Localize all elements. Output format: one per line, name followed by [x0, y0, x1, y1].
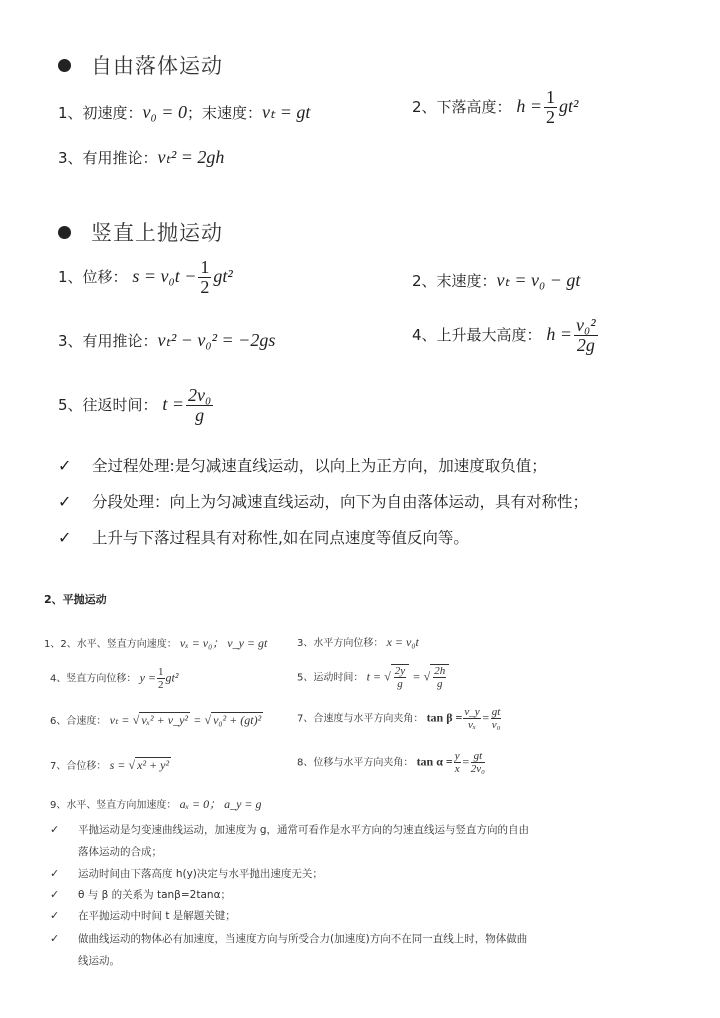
- check-icon: ✓: [50, 932, 60, 945]
- note-text: 上升与下落过程具有对称性,如在同点速度等值反向等。: [92, 529, 469, 547]
- section-heading-projectile: 2、平抛运动: [44, 593, 107, 606]
- numerator: 2y: [394, 665, 406, 677]
- vertical-item-4: [412, 316, 600, 355]
- note-text: 全过程处理:是匀减速直线运动，以向上为正方向，加速度取负值；: [92, 457, 547, 475]
- item-label: 1、初速度：: [58, 104, 143, 122]
- projectile-item-7b: [50, 757, 171, 773]
- fraction: [186, 386, 213, 425]
- item-label: 7、合速度与水平方向夹角：: [297, 713, 424, 725]
- formula: s =: [109, 758, 126, 772]
- projectile-note-3: [50, 887, 231, 902]
- item-label: 4、上升最大高度：: [412, 325, 542, 344]
- item-label: 1、位移：: [58, 267, 128, 286]
- item-label: 2、下落高度：: [412, 97, 512, 116]
- projectile-note-2: [50, 866, 323, 881]
- denominator: g: [397, 678, 403, 691]
- check-icon: ✓: [50, 823, 60, 836]
- numerator: v_y: [464, 706, 480, 718]
- projectile-note-5: [50, 931, 527, 946]
- vertical-item-3: [58, 330, 275, 351]
- projectile-item-7: [297, 706, 502, 731]
- free-fall-item-1: [58, 102, 310, 123]
- vertical-note-1: [58, 454, 547, 476]
- numerator: v₀²: [575, 315, 596, 335]
- item-label: 3、有用推论：: [58, 149, 158, 167]
- fraction: [157, 666, 165, 691]
- fraction: [471, 750, 485, 775]
- projectile-item-5: [297, 664, 449, 690]
- item-label: 3、水平方向位移：: [297, 638, 384, 649]
- heading-text: 竖直上抛运动: [91, 221, 223, 245]
- vertical-item-5: [58, 386, 215, 425]
- bullet-icon: [58, 226, 71, 239]
- item-label: ；末速度：: [186, 104, 262, 122]
- fraction: [198, 258, 211, 297]
- vertical-item-2: [412, 270, 580, 291]
- vertical-item-1: [58, 258, 233, 297]
- projectile-note-5-cont: 线运动。: [78, 955, 120, 967]
- formula: =: [193, 713, 202, 727]
- projectile-item-6: [50, 712, 263, 728]
- note-text: 分段处理：向上为匀减速直线运动，向下为自由落体运动，具有对称性；: [92, 493, 589, 511]
- sqrt-icon: √: [132, 713, 140, 727]
- note-text: 运动时间由下落高度 h(y)决定与水平抛出速度无关；: [78, 868, 323, 880]
- vertical-note-2: [58, 490, 588, 512]
- numerator: 1: [200, 257, 210, 277]
- numerator: 2v₀: [187, 385, 212, 405]
- denominator: 2g: [576, 334, 595, 355]
- item-label: 6、合速度：: [50, 716, 107, 727]
- formula: x² + y²: [137, 758, 170, 772]
- numerator: 2h: [434, 665, 446, 677]
- formula: vₜ =: [109, 713, 130, 727]
- formula: gt²: [165, 670, 179, 685]
- formula: =: [412, 669, 421, 684]
- formula: tan α =: [416, 754, 453, 769]
- formula: v₀² + (gt)²: [213, 713, 262, 727]
- numerator: 1: [545, 87, 555, 107]
- note-text: 做曲线运动的物体必有加速度，当速度方向与所受合力(加速度)方向不在同一直线上时，物体做曲: [78, 933, 528, 945]
- free-fall-item-2: [412, 88, 578, 127]
- check-icon: ✓: [50, 909, 60, 922]
- fraction: [433, 665, 446, 690]
- heading-text: 自由落体运动: [91, 54, 223, 78]
- bullet-icon: [58, 59, 71, 72]
- note-text: 在平抛运动中时间 t 是解题关键；: [78, 910, 236, 922]
- projectile-note-1: [50, 822, 529, 837]
- formula: vₜ² = 2gh: [157, 147, 225, 167]
- check-icon: ✓: [58, 528, 72, 547]
- projectile-item-8: [297, 750, 486, 775]
- note-text: 平抛运动是匀变速曲线运动，加速度为 g，通常可看作是水平方向的匀速直线运与竖直方向的自由: [78, 824, 530, 836]
- formula: v₀ = 0: [142, 102, 187, 122]
- fraction: [394, 665, 406, 690]
- item-label: 7、合位移：: [50, 761, 107, 772]
- section-heading-vertical-throw: [58, 217, 223, 247]
- denominator: vₓ: [468, 719, 477, 732]
- formula: vₓ = v₀； v_y = gt: [179, 636, 268, 650]
- sqrt-icon: √: [204, 713, 212, 727]
- projectile-note-1-cont: 落体运动的合成；: [78, 846, 162, 858]
- denominator: g: [437, 678, 443, 691]
- formula: h =: [516, 95, 542, 116]
- item-label: 5、运动时间：: [297, 672, 364, 684]
- formula: t =: [366, 669, 381, 684]
- denominator: v₀: [491, 719, 501, 732]
- sqrt-icon: √: [423, 669, 431, 684]
- formula: vₓ² + v_y²: [141, 713, 188, 727]
- item-label: 9、水平、竖直方向加速度：: [50, 800, 177, 811]
- free-fall-item-3: [58, 147, 224, 168]
- denominator: g: [195, 404, 205, 425]
- formula: x = v₀t: [386, 635, 419, 649]
- formula: gt²: [213, 265, 233, 286]
- item-label: 8、位移与水平方向夹角：: [297, 757, 414, 769]
- formula: aₓ = 0； a_y = g: [179, 797, 262, 811]
- projectile-item-4: [50, 666, 178, 691]
- sqrt-icon: √: [384, 669, 391, 684]
- formula: =: [461, 754, 470, 769]
- numerator: 1: [158, 666, 164, 678]
- item-label: 3、有用推论：: [58, 332, 158, 350]
- item-label: 4、竖直方向位移：: [50, 673, 137, 685]
- vertical-note-3: [58, 526, 469, 548]
- projectile-note-4: [50, 908, 236, 923]
- fraction: [454, 750, 461, 775]
- fraction: [574, 316, 598, 355]
- check-icon: ✓: [58, 492, 72, 511]
- fraction: [544, 88, 557, 127]
- projectile-item-1-2: [44, 634, 267, 651]
- check-icon: ✓: [50, 867, 60, 880]
- formula: gt²: [558, 95, 579, 116]
- fraction: [491, 706, 502, 731]
- section-heading-free-fall: [58, 50, 223, 80]
- projectile-item-9: [50, 795, 262, 812]
- formula: vₜ² − v₀² = −2gs: [157, 330, 276, 350]
- item-label: 2、末速度：: [412, 272, 497, 290]
- denominator: x: [454, 763, 460, 776]
- formula: h =: [546, 323, 572, 344]
- projectile-item-3: [297, 634, 419, 650]
- numerator: gt: [471, 750, 485, 763]
- formula: tan β =: [426, 710, 463, 725]
- formula: t =: [162, 393, 184, 414]
- sqrt-icon: √: [128, 758, 136, 772]
- denominator: 2v₀: [470, 763, 485, 776]
- numerator: y: [454, 750, 460, 762]
- numerator: gt: [491, 706, 501, 718]
- item-label: 1、2、水平、竖直方向速度：: [44, 639, 177, 650]
- fraction: [463, 706, 480, 731]
- formula: =: [481, 710, 490, 725]
- formula: s = v₀t −: [132, 265, 197, 286]
- check-icon: ✓: [58, 456, 72, 475]
- denominator: 2: [200, 276, 210, 297]
- formula: y =: [139, 670, 156, 685]
- check-icon: ✓: [50, 888, 60, 901]
- formula: vₜ = gt: [261, 102, 311, 122]
- formula: vₜ = v₀ − gt: [496, 270, 581, 290]
- denominator: 2: [158, 679, 164, 692]
- denominator: 2: [545, 106, 555, 127]
- note-text: θ 与 β 的关系为 tanβ=2tanα；: [78, 889, 231, 901]
- item-label: 5、往返时间：: [58, 395, 158, 414]
